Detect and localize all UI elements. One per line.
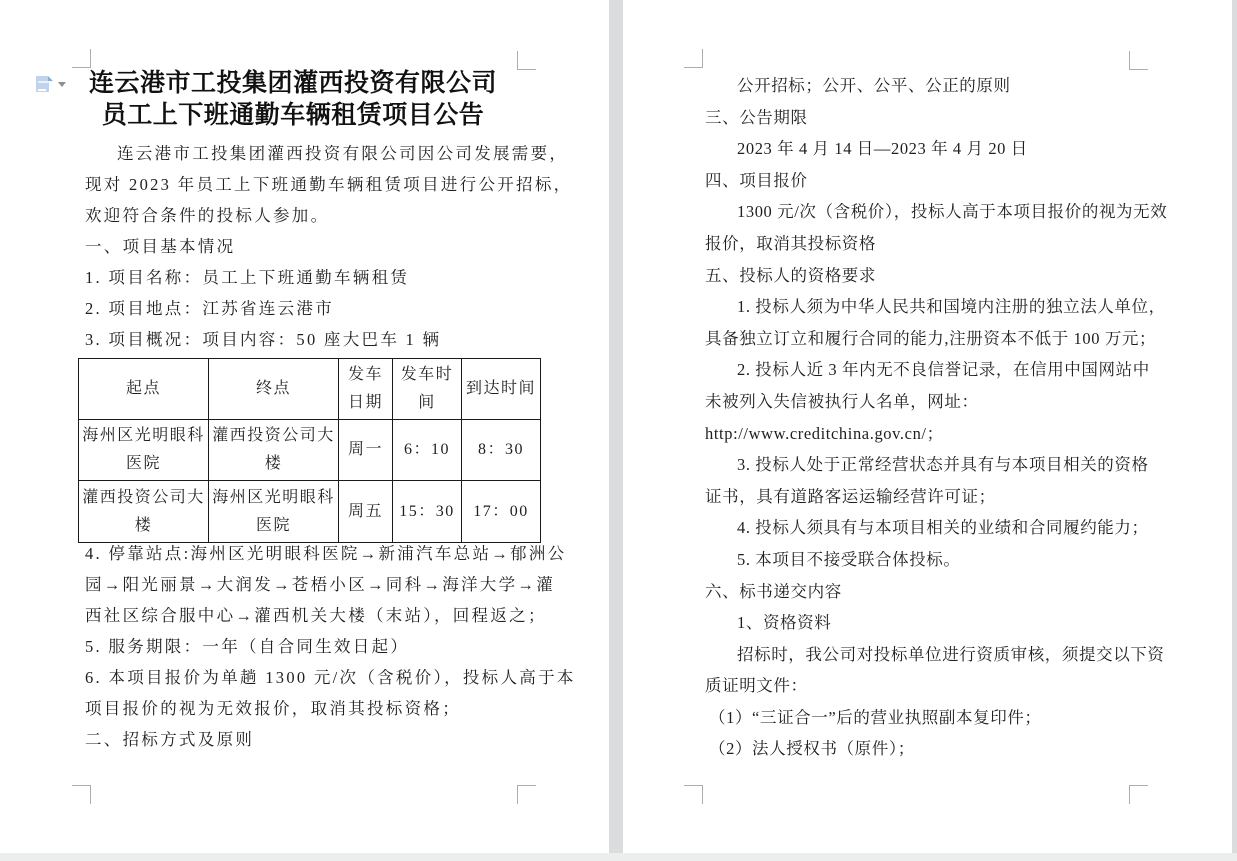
table-cell[interactable]: 周五	[339, 481, 393, 543]
text-line[interactable]: 西社区综合服中心→灌西机关大楼（末站），回程返之；	[85, 606, 547, 625]
document-title[interactable]	[64, 68, 522, 132]
title-line[interactable]: 连云港市工投集团灌西投资有限公司	[88, 70, 497, 97]
section-heading[interactable]: 一、项目基本情况	[85, 237, 236, 256]
text-line-url[interactable]: http://www.creditchina.gov.cn/；	[705, 423, 944, 443]
text-line[interactable]: 4. 停靠站点:海州区光明眼科医院→新浦汽车总站→郁洲公	[85, 544, 567, 563]
table-cell[interactable]: 周一	[339, 420, 393, 481]
table-header-cell[interactable]: 到达时间	[462, 359, 541, 420]
table-cell[interactable]: 灌西投资公司大楼	[79, 481, 209, 543]
table-header-cell[interactable]: 发车时间	[393, 359, 462, 420]
table-cell[interactable]: 灌西投资公司大楼	[209, 420, 339, 481]
text-line[interactable]: （2）法人授权书（原件）；	[709, 739, 915, 759]
margin-mark-icon	[1129, 51, 1148, 70]
text-line[interactable]: 3. 投标人处于正常经营状态并具有与本项目相关的资格	[737, 455, 1149, 475]
text-line[interactable]: 5. 服务期限：一年（自合同生效日起）	[85, 637, 410, 656]
section-heading[interactable]: 五、投标人的资格要求	[705, 265, 876, 285]
text-line[interactable]: 2. 投标人近 3 年内无不良信誉记录，在信用中国网站中	[737, 360, 1150, 380]
text-line[interactable]: 欢迎符合条件的投标人参加。	[85, 206, 330, 225]
text-line[interactable]: 现对 2023 年员工上下班通勤车辆租赁项目进行公开招标，	[85, 175, 573, 194]
margin-mark-icon	[72, 785, 91, 804]
text-line[interactable]: 质证明文件：	[705, 676, 808, 696]
table-cell[interactable]: 6：10	[393, 420, 462, 481]
table-cell[interactable]: 海州区光明眼科医院	[209, 481, 339, 543]
text-line[interactable]: 1. 投标人须为中华人民共和国境内注册的独立法人单位，	[737, 297, 1166, 317]
page-bottom-edge	[0, 853, 1237, 861]
text-line[interactable]: 具备独立订立和履行合同的能力,注册资本不低于 100 万元；	[705, 328, 1157, 348]
text-line[interactable]: 2023 年 4 月 14 日—2023 年 4 月 20 日	[737, 139, 1028, 159]
page-gap-divider	[609, 0, 623, 853]
table-row	[79, 420, 541, 481]
margin-mark-icon	[517, 785, 536, 804]
text-line[interactable]: 招标时，我公司对投标单位进行资质审核，须提交以下资	[737, 644, 1165, 664]
table-header-row	[79, 359, 541, 420]
text-line[interactable]: 1. 项目名称：员工上下班通勤车辆租赁	[85, 268, 410, 287]
section-heading[interactable]: 二、招标方式及原则	[85, 730, 255, 749]
table-cell[interactable]: 8：30	[462, 420, 541, 481]
text-line[interactable]: 公开招标；公开、公平、公正的原则	[737, 76, 1011, 95]
table-header-cell[interactable]: 终点	[209, 359, 339, 420]
text-line[interactable]: 6. 本项目报价为单趟 1300 元/次（含税价），投标人高于本	[85, 668, 576, 687]
text-line[interactable]: 5. 本项目不接受联合体投标。	[737, 549, 961, 569]
margin-mark-icon	[684, 785, 703, 804]
bus-schedule-table[interactable]	[78, 358, 541, 543]
text-line[interactable]: 报价，取消其投标资格	[705, 233, 876, 253]
page2-text	[705, 70, 1168, 765]
text-line[interactable]: 未被列入失信被执行人名单，网址：	[705, 391, 979, 411]
title-line[interactable]: 员工上下班通勤车辆租赁项目公告	[101, 102, 485, 129]
paragraph-icon-line	[38, 89, 46, 91]
table-cell[interactable]: 15：30	[393, 481, 462, 543]
page1-upper-text	[85, 138, 573, 355]
table-cell[interactable]: 海州区光明眼科医院	[79, 420, 209, 481]
paragraph-layout-icon[interactable]	[36, 76, 52, 94]
table-header-cell[interactable]: 起点	[79, 359, 209, 420]
page1-lower-text	[85, 538, 576, 755]
table-row	[79, 481, 541, 543]
page-right-edge	[1232, 0, 1237, 853]
section-heading[interactable]: 六、标书递交内容	[705, 581, 842, 601]
section-heading[interactable]: 三、公告期限	[705, 107, 808, 127]
text-line[interactable]: 3. 项目概况：项目内容：50 座大巴车 1 辆	[85, 330, 442, 349]
text-line[interactable]: 1300 元/次（含税价），投标人高于本项目报价的视为无效	[737, 202, 1168, 222]
text-line[interactable]: 1、资格资料	[737, 613, 832, 633]
text-line[interactable]: 连云港市工投集团灌西投资有限公司因公司发展需要，	[117, 144, 569, 163]
text-line[interactable]: 4. 投标人须具有与本项目相关的业绩和合同履约能力；	[737, 518, 1149, 538]
text-line[interactable]: 项目报价的视为无效报价，取消其投标资格；	[85, 699, 461, 718]
text-line[interactable]: 证书，具有道路客运运输经营许可证；	[705, 486, 996, 506]
table-cell[interactable]: 17：00	[462, 481, 541, 543]
margin-mark-icon	[1129, 785, 1148, 804]
text-line[interactable]: （1）“三证合一”后的营业执照副本复印件；	[709, 707, 1042, 727]
text-line[interactable]: 2. 项目地点：江苏省连云港市	[85, 299, 334, 318]
margin-mark-icon	[72, 49, 91, 68]
paragraph-icon-line	[38, 81, 49, 83]
margin-mark-icon	[684, 49, 703, 68]
text-line[interactable]: 园→阳光丽景→大润发→苍梧小区→同科→海洋大学→灌	[85, 575, 555, 594]
section-heading[interactable]: 四、项目报价	[705, 170, 808, 190]
table-header-cell[interactable]: 发车日期	[339, 359, 393, 420]
